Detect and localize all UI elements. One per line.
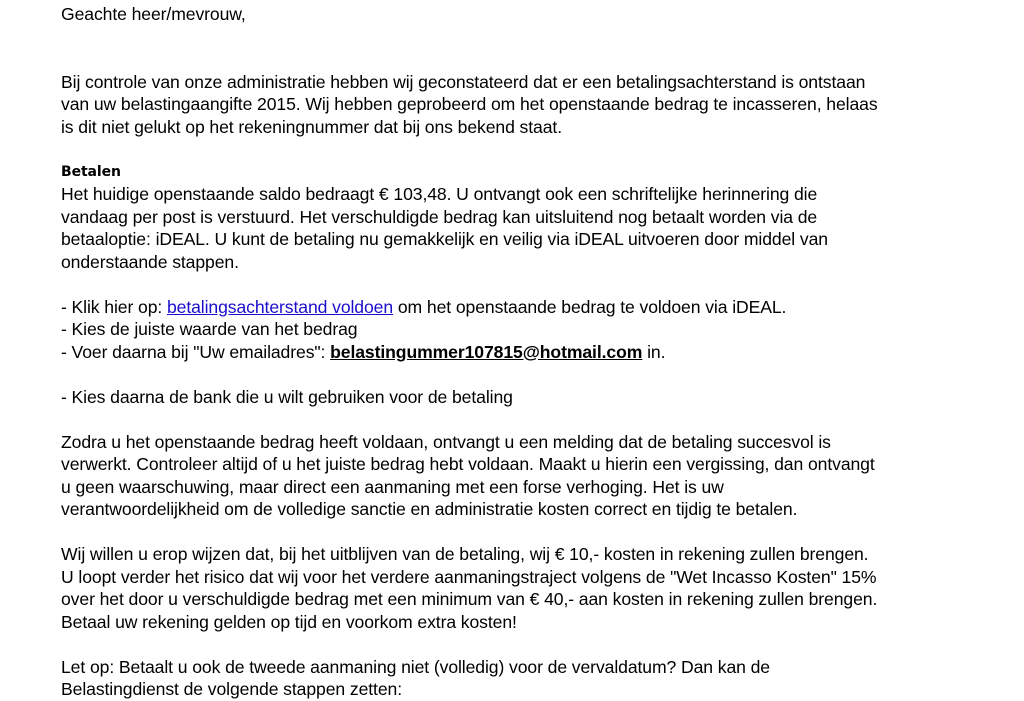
step-item bbox=[61, 296, 1021, 319]
spacer bbox=[61, 633, 1021, 656]
step-suffix: in. bbox=[642, 341, 666, 362]
warning-line: Let op: Betaalt u ook de tweede aanmaning niet (volledig) voor de vervaldatum? Dan kan de bbox=[61, 656, 770, 677]
step-prefix: - Voer daarna bij "Uw emailadres": bbox=[61, 341, 331, 362]
payment-link[interactable]: betalingsachterstand voldoen bbox=[166, 296, 394, 317]
warning-paragraph bbox=[61, 656, 1021, 701]
spacer bbox=[61, 273, 1021, 296]
betalen-line: betaaloptie: iDEAL. U kunt de betaling nu gemakkelijk en veilig via iDEAL uitvoeren door middel van bbox=[61, 229, 828, 249]
intro-paragraph bbox=[61, 71, 1021, 139]
betalen-line: onderstaande stappen. bbox=[61, 251, 239, 272]
confirm-line: verantwoordelijkheid om de volledige sanctie en administratie kosten correct en tijdig te betalen. bbox=[61, 499, 798, 519]
intro-line: Bij controle van onze administratie hebben wij geconstateerd dat er een betalingsachterstand is ontstaan bbox=[61, 71, 866, 92]
betalen-line: vandaag per post is verstuurd. Het verschuldigde bedrag kan uitsluitend nog betaalt worden via de bbox=[61, 206, 818, 227]
costs-paragraph bbox=[61, 543, 1021, 633]
salutation: Geachte heer/mevrouw, bbox=[61, 4, 246, 24]
step-item: - Kies daarna de bank die u wilt gebruiken voor de betaling bbox=[61, 386, 513, 407]
intro-line: van uw belastingaangifte 2015. Wij hebben geprobeerd om het openstaande bedrag te incasseren, helaas bbox=[61, 94, 878, 114]
confirm-paragraph bbox=[61, 431, 1021, 521]
step-item: - Kies de juiste waarde van het bedrag bbox=[61, 319, 358, 339]
costs-line: U loopt verder het risico dat wij voor het verdere aanmaningstraject volgens de "Wet Incasso Kosten" 15% bbox=[61, 566, 877, 587]
step-prefix: - Klik hier op: bbox=[61, 296, 167, 317]
spacer bbox=[61, 363, 1021, 386]
spacer bbox=[61, 26, 1021, 71]
step-suffix: om het openstaande bedrag te voldoen via iDEAL. bbox=[393, 296, 787, 317]
step-item bbox=[61, 341, 1021, 364]
confirm-line: u geen waarschuwing, maar direct een aanmaning met een forse verhoging. Het is uw bbox=[61, 476, 724, 497]
spacer bbox=[61, 521, 1021, 544]
email-address: belastingummer107815@hotmail.com bbox=[330, 341, 643, 362]
confirm-line: verwerkt. Controleer altijd of u het juiste bedrag hebt voldaan. Maakt u hierin een vergissing, dan ontvangt bbox=[61, 454, 875, 474]
email-body bbox=[61, 3, 1021, 701]
steps-list bbox=[61, 296, 1021, 409]
costs-line: Wij willen u erop wijzen dat, bij het uitblijven van de betaling, wij € 10,- kosten in rekening zullen brengen. bbox=[61, 544, 869, 564]
spacer bbox=[61, 138, 1021, 161]
section-heading-betalen: Betalen bbox=[61, 163, 121, 180]
spacer bbox=[61, 408, 1021, 431]
costs-line: over het door u verschuldigde bedrag met een minimum van € 40,- aan kosten in rekening zullen brengen. bbox=[61, 589, 878, 609]
warning-line: Belastingdienst de volgende stappen zetten: bbox=[61, 679, 402, 699]
costs-line: Betaal uw rekening gelden op tijd en voorkom extra kosten! bbox=[61, 611, 517, 632]
confirm-line: Zodra u het openstaande bedrag heeft voldaan, ontvangt u een melding dat de betaling succesvol is bbox=[61, 431, 831, 452]
betalen-paragraph bbox=[61, 183, 1021, 273]
intro-line: is dit niet gelukt op het rekeningnummer dat bij ons bekend staat. bbox=[61, 116, 562, 137]
betalen-line: Het huidige openstaande saldo bedraagt € 103,48. U ontvangt ook een schriftelijke herinnering die bbox=[61, 184, 818, 204]
